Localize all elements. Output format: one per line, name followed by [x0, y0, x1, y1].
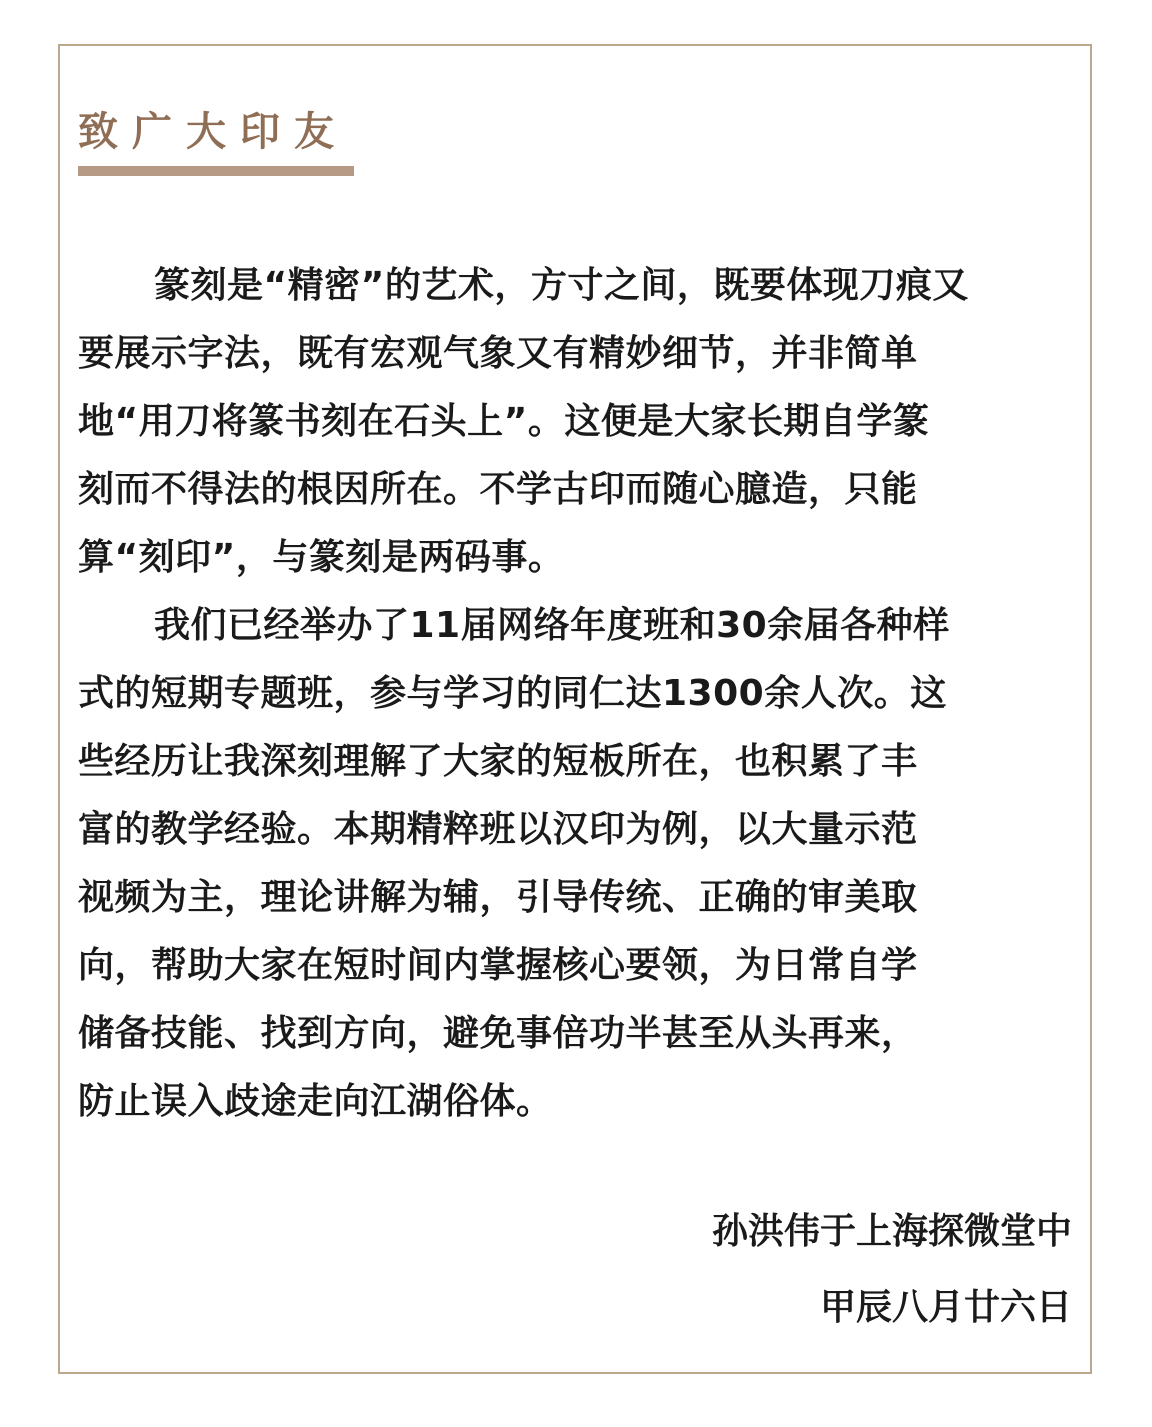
title-underline [78, 166, 354, 176]
paragraph-2-line-7: 储备技能、找到方向，避免事倍功半甚至从头再来， [78, 1013, 918, 1054]
paragraph-2-line-3: 些经历让我深刻理解了大家的短板所在，也积累了丰 [78, 741, 918, 782]
paragraph-2-line-2: 式的短期专题班，参与学习的同仁达1300余人次。这 [78, 673, 947, 714]
paragraph-2-line-8: 防止误入歧途走向江湖俗体。 [78, 1081, 553, 1122]
signature-author: 孙洪伟于上海探微堂中 [711, 1211, 1072, 1252]
paragraph-2-line-5: 视频为主，理论讲解为辅，引导传统、正确的审美取 [78, 877, 918, 918]
paragraph-1-line-2: 要展示字法，既有宏观气象又有精妙细节，并非简单 [78, 333, 918, 374]
paragraph-1-line-5: 算“刻印”，与篆刻是两码事。 [78, 537, 565, 578]
paragraph-2-line-1: 我们已经举办了11届网络年度班和30余届各种样 [154, 605, 950, 646]
signature-date: 甲辰八月廿六日 [819, 1287, 1072, 1328]
paragraph-1-line-4: 刻而不得法的根因所在。不学古印而随心臆造，只能 [78, 469, 918, 510]
paragraph-2-line-4: 富的教学经验。本期精粹班以汉印为例，以大量示范 [78, 809, 918, 850]
heading-block [78, 104, 354, 176]
signature-block [712, 1194, 1072, 1346]
paragraph-2-line-6: 向，帮助大家在短时间内掌握核心要领，为日常自学 [78, 945, 918, 986]
paragraph-1-line-3: 地“用刀将篆书刻在石头上”。这便是大家长期自学篆 [78, 401, 930, 442]
page-title: 致广大印友 [78, 109, 348, 155]
paragraph-1-line-1: 篆刻是“精密”的艺术，方寸之间，既要体现刀痕又 [154, 265, 969, 306]
letter-body [78, 252, 1078, 1136]
